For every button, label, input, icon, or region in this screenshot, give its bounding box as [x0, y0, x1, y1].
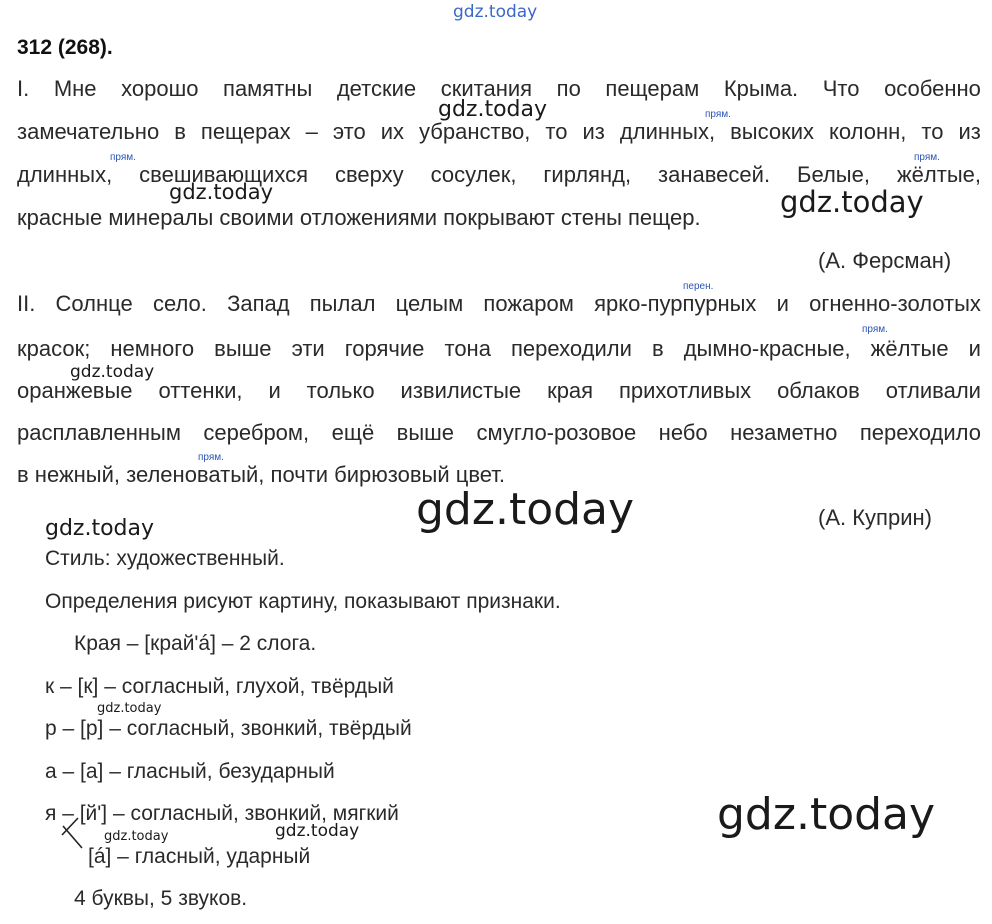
word: целым	[395, 291, 464, 316]
word: выше	[214, 336, 272, 361]
word: в	[174, 119, 186, 144]
word: жёлтые,	[896, 162, 981, 187]
word: эти	[291, 336, 325, 361]
letter-ya-sound-2: [á] – гласный, ударный	[88, 845, 311, 868]
watermark-top: gdz.today	[453, 2, 538, 22]
word: и	[268, 378, 281, 403]
word: колонн,	[829, 119, 907, 144]
word: гирлянд,	[543, 162, 632, 187]
word: то	[545, 119, 568, 144]
watermark-5: gdz.today	[416, 484, 635, 535]
word: памятны	[223, 76, 313, 101]
word: Белые,	[797, 162, 870, 187]
watermark-9: gdz.today	[104, 829, 169, 844]
part2-line-5: в нежный, зеленоватый, почти бирюзовый цвет.	[17, 462, 506, 487]
watermark-4: gdz.today	[70, 362, 155, 382]
word: дымно-красные,	[683, 336, 851, 361]
word: тона	[444, 336, 491, 361]
word: выше	[396, 420, 455, 445]
word: Мне	[53, 76, 97, 101]
word: то	[921, 119, 944, 144]
word: только	[306, 378, 375, 403]
word: красок;	[17, 336, 91, 361]
exercise-number: 312 (268).	[17, 36, 113, 59]
word: I.	[17, 76, 30, 101]
word: жёлтые	[870, 336, 949, 361]
letter-k: к – [к] – согласный, глухой, твёрдый	[45, 675, 394, 698]
word: отливали	[885, 378, 981, 403]
word: II.	[17, 291, 36, 316]
word: небо	[658, 420, 708, 445]
word: длинных,	[619, 119, 716, 144]
word: немного	[110, 336, 195, 361]
word: серебром,	[203, 420, 310, 445]
word: –	[305, 119, 318, 144]
word: ярко-пурпурных	[594, 291, 757, 316]
word: это	[332, 119, 366, 144]
watermark-6: gdz.today	[45, 516, 155, 541]
word: незаметно	[730, 420, 838, 445]
word: сосулек,	[430, 162, 517, 187]
watermark-10: gdz.today	[275, 821, 360, 841]
word: переходили	[511, 336, 632, 361]
word: хорошо	[121, 76, 199, 101]
word: их	[380, 119, 405, 144]
word: Крыма.	[723, 76, 799, 101]
word: и	[776, 291, 789, 316]
watermark-7: gdz.today	[97, 701, 162, 716]
note-pryam-dlinnykh: прям.	[110, 152, 136, 163]
word: края	[547, 378, 594, 403]
watermark-3: gdz.today	[780, 185, 924, 219]
word: свешивающихся	[139, 162, 309, 187]
letter-a: а – [а] – гласный, безударный	[45, 760, 335, 783]
word: пожаром	[483, 291, 574, 316]
note-pryam-zheltye: прям.	[914, 152, 940, 163]
word: прихотливых	[618, 378, 752, 403]
word: Солнце	[55, 291, 133, 316]
analysis-word: Края – [край'á] – 2 слога.	[74, 632, 317, 655]
word: пещерах	[200, 119, 291, 144]
word: переходило	[859, 420, 981, 445]
part1-author: (А. Ферсман)	[818, 248, 952, 273]
word: в	[651, 336, 664, 361]
word: скитания	[440, 76, 533, 101]
word: смугло-розовое	[476, 420, 637, 445]
word: высоких	[730, 119, 815, 144]
word: ещё	[331, 420, 375, 445]
word: убранство,	[419, 119, 531, 144]
word: извилистые	[400, 378, 522, 403]
word: длинных,	[17, 162, 113, 187]
word: село.	[152, 291, 207, 316]
word: замечательно	[17, 119, 160, 144]
word: горячие	[344, 336, 425, 361]
word: оттенки,	[158, 378, 243, 403]
note-peren-purpurnykh: перен.	[683, 281, 714, 292]
word: детские	[336, 76, 417, 101]
word: занавесей.	[658, 162, 771, 187]
word: из	[582, 119, 605, 144]
note-pryam-vysokikh: прям.	[705, 109, 731, 120]
word: пылал	[309, 291, 376, 316]
word: особенно	[884, 76, 981, 101]
analysis-summary: 4 буквы, 5 звуков.	[74, 887, 248, 910]
word: сверху	[334, 162, 404, 187]
word: по	[556, 76, 581, 101]
part1-line-4: красные минералы своими отложениями покрывают стены пещер.	[17, 205, 701, 230]
word: из	[958, 119, 981, 144]
word: облаков	[777, 378, 860, 403]
note-pryam-zheltye-2: прям.	[862, 324, 888, 335]
watermark-8: gdz.today	[717, 789, 936, 840]
word: пещерам	[605, 76, 700, 101]
analysis-definitions: Определения рисуют картину, показывают признаки.	[45, 590, 561, 613]
part2-author: (А. Куприн)	[818, 505, 932, 530]
analysis-style: Стиль: художественный.	[45, 547, 285, 570]
word: и	[968, 336, 981, 361]
word: Что	[822, 76, 860, 101]
word: оранжевые	[17, 378, 133, 403]
word: огненно-золотых	[809, 291, 981, 316]
watermark-1: gdz.today	[438, 97, 548, 122]
letter-ya: я – [й'] – согласный, звонкий, мягкий	[45, 802, 399, 825]
watermark-2: gdz.today	[169, 180, 274, 204]
note-pryam-zelenovatyi: прям.	[198, 452, 224, 463]
letter-r: р – [р] – согласный, звонкий, твёрдый	[45, 717, 412, 740]
word: Запад	[227, 291, 290, 316]
word: расплавленным	[17, 420, 181, 445]
